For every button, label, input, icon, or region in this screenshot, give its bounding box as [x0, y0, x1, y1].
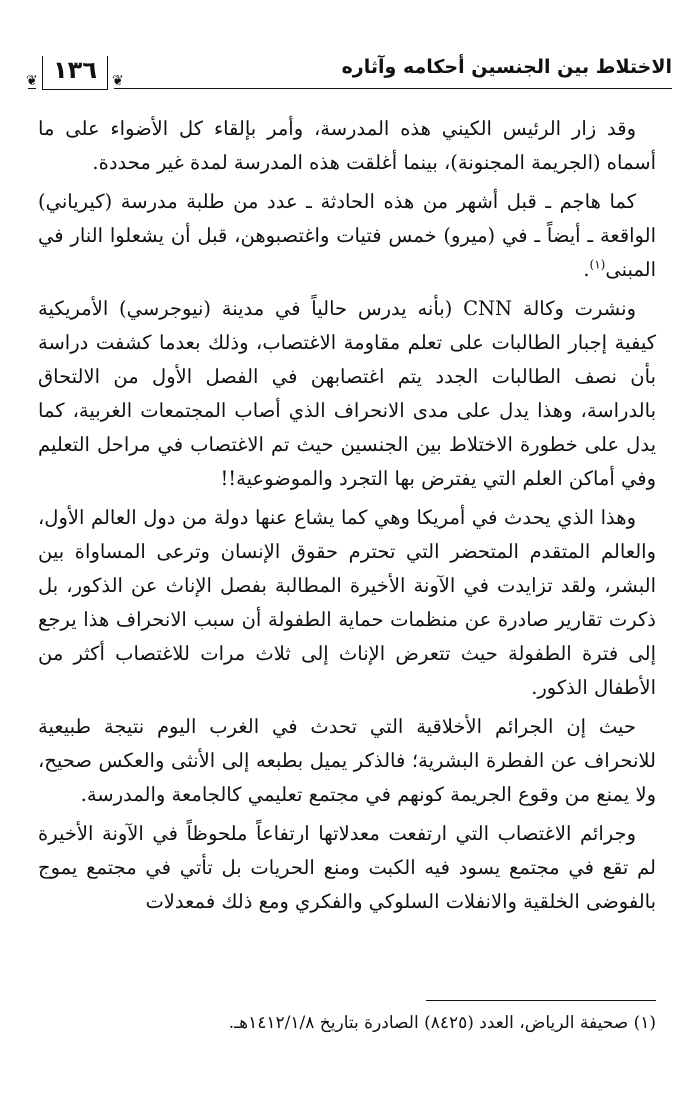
- page-header: [28, 46, 672, 106]
- paragraph-text: كما هاجم ـ قبل أشهر من هذه الحادثة ـ عدد من طلبة مدرسة (كيرياني) الواقعة ـ أيضاً ـ في (ميرو) خمس فتيات واغتصبوهن، قبل أن يشعلوا النار في المبنى: [38, 190, 656, 281]
- footnote: (١) صحيفة الرياض، العدد (٨٤٢٥) الصادرة بتاريخ ١٤١٢/١/٨هـ.: [228, 1013, 656, 1033]
- page-number-frame: [36, 50, 114, 96]
- paragraph: وجرائم الاغتصاب التي ارتفعت معدلاتها ارتفاعاً ملحوظاً في الآونة الأخيرة لم تقع في مجتمع يسود فيه الكبت ومنع الحريات بل تأتي في مجتمع يموج بالفوضى الخلقية والانفلات السلوكي والفكري ومع ذلك فمعدلات: [38, 822, 656, 913]
- running-title: الاختلاط بين الجنسين أحكامه وآثاره: [341, 56, 672, 78]
- page-number: ١٣٦: [53, 56, 97, 84]
- paragraph: حيث إن الجرائم الأخلاقية التي تحدث في الغرب اليوم نتيجة طبيعية للانحراف عن الفطرة البشرية؛ فالذكر يميل بطبعه إلى الأنثى والعكس صحيح، ولا يمنع من وقوع الجريمة كونهم في مجتمع تعليمي كالجامعة والمدرسة.: [38, 715, 656, 806]
- body-text: [38, 112, 656, 924]
- paragraph: كما هاجم ـ قبل أشهر من هذه الحادثة ـ عدد من طلبة مدرسة (كيرياني) الواقعة ـ أيضاً ـ في (ميرو) خمس فتيات واغتصبوهن، قبل أن يشعلوا النار في المبنى$^{(١)}$.: [38, 190, 656, 281]
- paragraph: وقد زار الرئيس الكيني هذه المدرسة، وأمر بإلقاء كل الأضواء على ما أسماه (الجريمة المجنونة)، بينما أغلقت هذه المدرسة لمدة غير محددة.: [38, 117, 656, 174]
- paragraph: وهذا الذي يحدث في أمريكا وهي كما يشاع عنها دولة من دول العالم الأول، والعالم المتقدم المتحضر التي تحترم حقوق الإنسان وترعى المساواة بين البشر، ولقد تزايدت في الآونة الأخيرة المطالبة بفصل الإناث عن الذكور، بل ذكرت تقارير صادرة عن منظمات حماية الطفولة أن سبب الانحراف هذا يرجع إلى فترة الطفولة حيث تتعرض الإناث إلى ثلاث مرات للاغتصاب أكثر من الأطفال الذكور.: [38, 506, 656, 699]
- header-rule: [28, 88, 672, 89]
- footnote-rule: [426, 1000, 656, 1001]
- paragraph: ونشرت وكالة CNN (بأنه يدرس حالياً في مدينة (نيوجرسي) الأمريكية كيفية إجبار الطالبات على تعلم مقاومة الاغتصاب، وذلك بعدما كشفت دراسة بأن نصف الطالبات الجدد يتم اغتصابهن في الفصل الأول من الالتحاق بالدراسة، وهذا يدل على مدى الانحراف الذي أصاب المجتمعات الغربية، كما يدل على خطورة الاختلاط بين الجنسين حيث تم الاغتصاب في مراحل التعليم وفي أماكن العلم التي يفترض بها التجرد والموضوعية!!: [38, 297, 656, 490]
- leaf-ornament-icon: ❦: [112, 73, 124, 89]
- footnote-reference: (١): [589, 257, 606, 272]
- leaf-ornament-icon: ❦: [26, 73, 38, 89]
